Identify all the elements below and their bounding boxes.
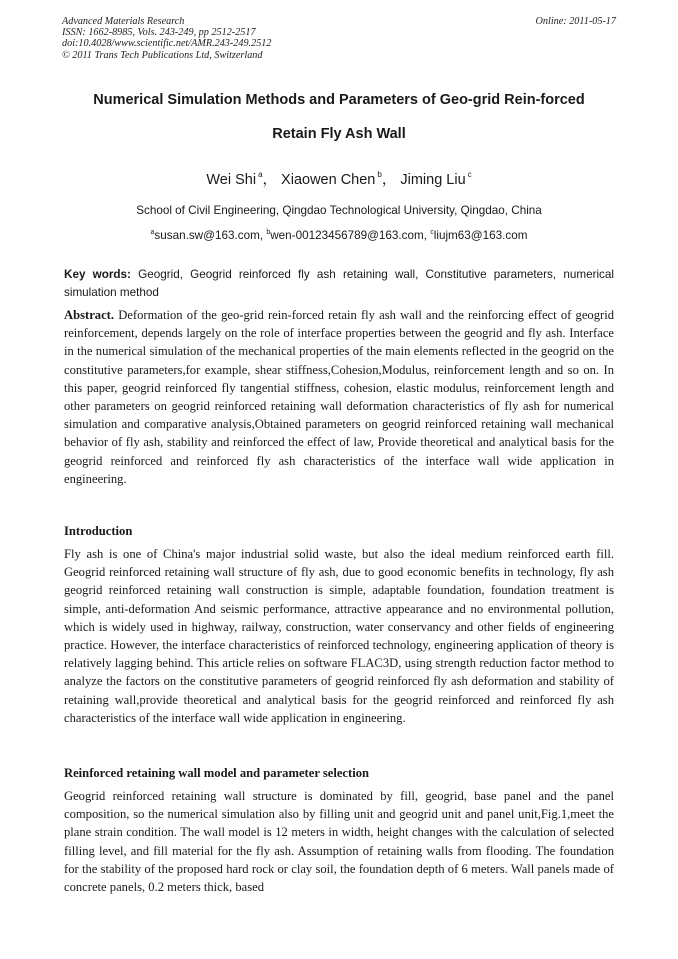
email-link[interactable]: susan.sw@163.com: [154, 229, 260, 242]
journal-header: [62, 16, 616, 61]
section-heading-model: Reinforced retaining wall model and parameter selection: [64, 766, 370, 780]
author-name: Wei Shi: [206, 172, 257, 188]
model-paragraph: Geogrid reinforced retaining wall structure is dominated by fill, geogrid, base panel and the panel composition, so the numerical simulation also by filling unit and geogrid unit and panel unit,Fig.1,meet the plane strain condition. The wall model is 12 meters in width, height changes with the calculation of selected filling level, and fill material for the fly ash. Assumption of retaining walls from flooding. The foundation for the stability of the proposed hard rock or clay soil, the foundation depth of 6 meters. Wall panels made of concrete panels, 0.2 meters thick, based: [64, 789, 614, 895]
email-link[interactable]: liujm63@163.com: [433, 229, 528, 242]
keywords-text: Geogrid, Geogrid reinforced fly ash retaining wall, Constitutive parameters, numerical simulation method: [64, 268, 614, 299]
author-mark: b: [377, 170, 382, 179]
author-name: Jiming Liu: [400, 172, 466, 188]
paper-title-line-2: Retain Fly Ash Wall: [272, 126, 406, 142]
copyright-line: © 2011 Trans Tech Publications Ltd, Switzerland: [62, 49, 263, 61]
abstract-label: Abstract.: [64, 308, 115, 322]
author-separator: ，: [262, 172, 278, 188]
online-date: Online: 2011-05-17: [535, 16, 616, 27]
section-heading-introduction: Introduction: [64, 524, 133, 538]
keywords: [64, 266, 614, 302]
author-separator: ，: [381, 172, 397, 188]
affiliation: School of Civil Engineering, Qingdao Technological University, Qingdao, China: [136, 204, 542, 217]
email-mark: c: [430, 229, 434, 236]
author-name: Xiaowen Chen: [281, 172, 376, 188]
abstract: [64, 306, 614, 488]
email-separator: ,: [259, 229, 267, 242]
journal-name: Advanced Materials Research: [62, 16, 185, 27]
doi-line[interactable]: doi:10.4028/www.scientific.net/AMR.243-249.2512: [62, 38, 272, 50]
keywords-label: Key words:: [64, 268, 131, 281]
author-mark: c: [467, 170, 472, 179]
email-list: [40, 229, 638, 242]
email-mark: a: [150, 229, 155, 236]
issn-line: ISSN: 1662-8985, Vols. 243-249, pp 2512-2517: [62, 27, 256, 39]
paper-title-line-1: Numerical Simulation Methods and Parameters of Geo-grid Rein-forced: [93, 92, 585, 108]
email-link[interactable]: wen-00123456789@163.com: [270, 229, 424, 242]
abstract-text: Deformation of the geo-grid rein-forced retain fly ash wall and the reinforcing effect of geogrid reinforcement, depends largely on the role of interface properties between the geogrid and fly ash. Interface in the numerical simulation of the mechanical properties of the main elements reflected in the geogrid on the constitutive parameters,for example, shear stiffness,Cohesion,Modulus, reinforcement length and so on. In this paper, geogrid reinforced fly tangential stiffness, cohesion, elastic modulus, reinforcement length and other parameters on geogrid reinforced retaining wall deformation characteristics of fly ash for numerical simulation and comparative analysis,Obtained parameters on geogrid reinforced retaining wall mechanical behavior of fly ash, stability and reinforced the effect of law, Provide theoretical and analytical basis for the geogrid reinforced and reinforced fly ash characteristics of the interface wall wide application in engineering.: [64, 308, 614, 486]
author-list: [40, 168, 638, 189]
email-separator: ,: [423, 229, 431, 242]
email-mark: b: [266, 229, 271, 236]
introduction-paragraph: Fly ash is one of China's major industrial solid waste, but also the ideal medium reinforced earth fill. Geogrid reinforced retaining wall structure of fly ash, due to good economic benefits in technology, fly ash geogrid reinforced retaining wall construction is simple, adaptable foundation, foundation treatment is simple, anti-deformation And seismic performance, attractive appearance and no environmental pollution, which is widely used in highway, railway, construction, water conservancy and other fields of engineering practice. However, the interface characteristics of reinforced technology, engineering application of theory is relatively lagging behind. This article relies on software FLAC3D, using strength reduction factor method to analyze the factors on the constitutive parameters of geogrid reinforced fly ash deformation and stability of retaining wall,provide theoretical and analytical basis for the geogrid reinforced and reinforced fly ash characteristics of the interface wall wide application in engineering.: [64, 547, 614, 725]
author-mark: a: [258, 170, 263, 179]
